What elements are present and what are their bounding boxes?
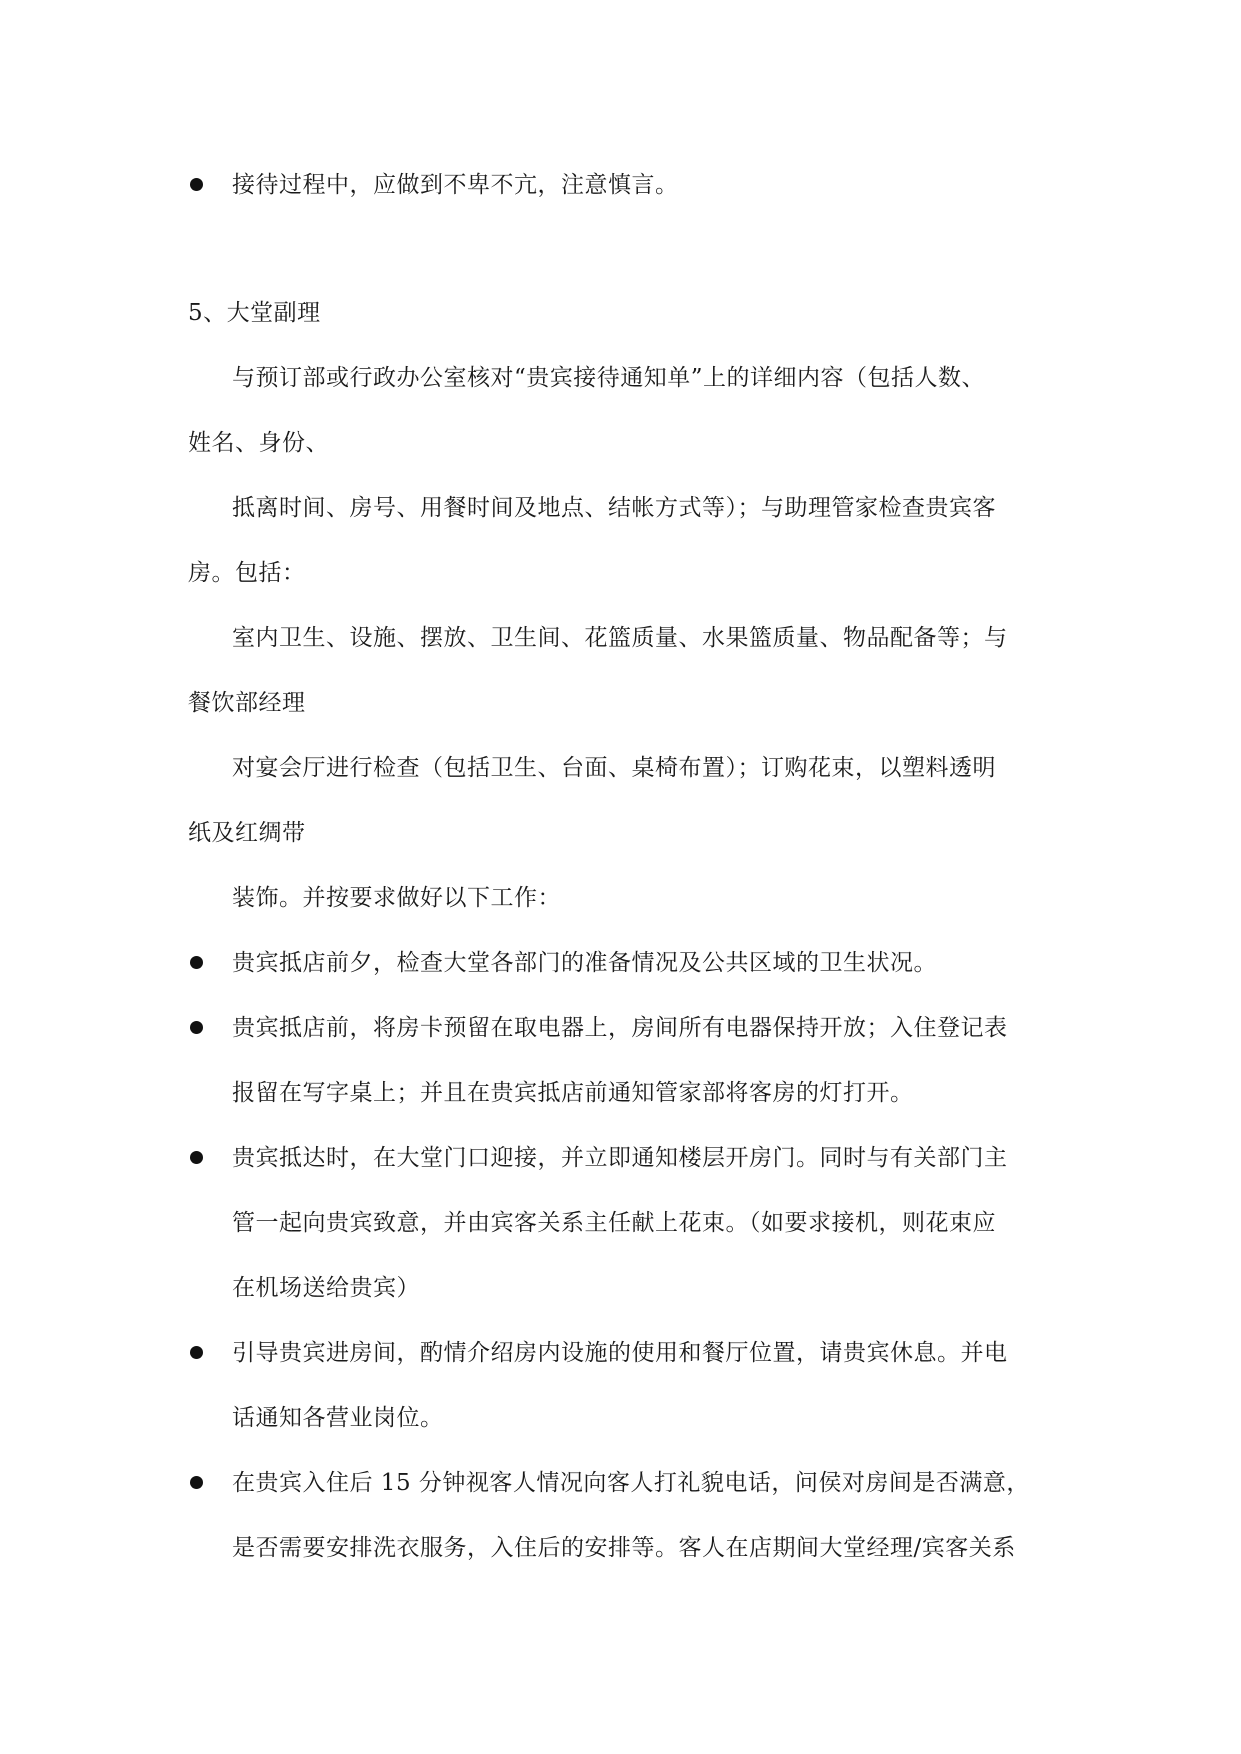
paragraph-line: 对宴会厅进行检查（包括卫生、台面、桌椅布置）；订购花束，以塑料透明 <box>232 755 996 781</box>
bullet-text: 在贵宾入住后 15 分钟视客人情况向客人打礼貌电话，问侯对房间是否满意， <box>232 1470 1030 1496</box>
bullet-dot <box>190 956 203 969</box>
paragraph-line: 室内卫生、设施、摆放、卫生间、花篮质量、水果篮质量、物品配备等；与 <box>232 625 1008 651</box>
paragraph-line: 房。包括： <box>188 560 306 586</box>
bullet-text: 是否需要安排洗衣服务，入住后的安排等。客人在店期间大堂经理/宾客关系 <box>232 1535 1016 1561</box>
bullet-dot <box>190 1346 203 1359</box>
bullet-text: 管一起向贵宾致意，并由宾客关系主任献上花束。（如要求接机，则花束应 <box>232 1210 996 1236</box>
bullet-text: 贵宾抵店前夕，检查大堂各部门的准备情况及公共区域的卫生状况。 <box>232 950 937 976</box>
paragraph-line: 姓名、身份、 <box>188 430 329 456</box>
paragraph-line: 餐饮部经理 <box>188 690 306 716</box>
bullet-text: 贵宾抵达时，在大堂门口迎接，并立即通知楼层开房门。同时与有关部门主 <box>232 1145 1008 1171</box>
bullet-dot <box>190 1151 203 1164</box>
paragraph-line: 抵离时间、房号、用餐时间及地点、结帐方式等）；与助理管家检查贵宾客 <box>232 495 996 521</box>
bullet-text: 报留在写字桌上；并且在贵宾抵店前通知管家部将客房的灯打开。 <box>232 1080 914 1106</box>
paragraph-line: 装饰。并按要求做好以下工作： <box>232 885 561 911</box>
bullet-dot <box>190 1476 203 1489</box>
bullet-text: 接待过程中，应做到不卑不亢，注意慎言。 <box>232 172 679 198</box>
bullet-text: 话通知各营业岗位。 <box>232 1405 444 1431</box>
section-heading: 5、大堂副理 <box>188 300 321 326</box>
bullet-dot <box>190 178 203 191</box>
bullet-text: 引导贵宾进房间，酌情介绍房内设施的使用和餐厅位置，请贵宾休息。并电 <box>232 1340 1008 1366</box>
bullet-text: 贵宾抵店前，将房卡预留在取电器上，房间所有电器保持开放；入住登记表 <box>232 1015 1008 1041</box>
paragraph-line: 纸及红绸带 <box>188 820 306 846</box>
bullet-dot <box>190 1021 203 1034</box>
paragraph-line: 与预订部或行政办公室核对“贵宾接待通知单”上的详细内容（包括人数、 <box>232 365 986 391</box>
bullet-text: 在机场送给贵宾） <box>232 1275 420 1301</box>
